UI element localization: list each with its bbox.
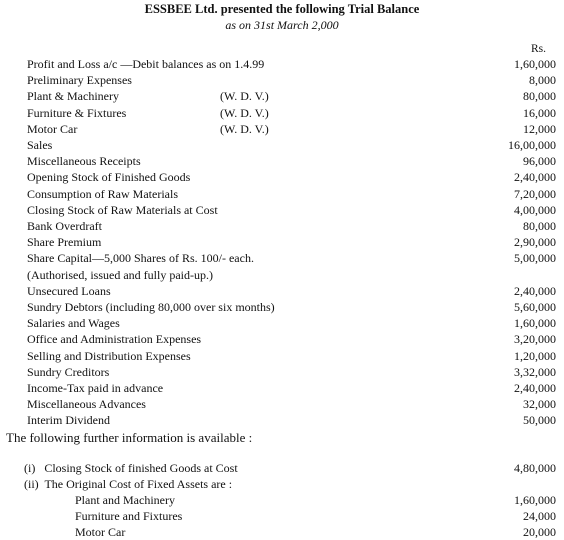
list-item [0,492,564,508]
info-sub-label: Furniture and Fixtures [75,509,183,523]
currency-label: Rs. [530,43,546,55]
table-row [0,137,564,153]
row-label: Preliminary Expenses [27,73,132,88]
row-amount: 1,60,000 [514,316,556,331]
row-amount: 80,000 [523,219,556,233]
further-info-intro: The following further information is available : [6,430,253,445]
row-label: Salaries and Wages [27,316,120,331]
row-label: Miscellaneous Advances [27,397,146,412]
info-amount: 24,000 [523,509,556,523]
table-row [0,153,564,169]
row-amount: 1,20,000 [514,348,556,363]
row-amount: 7,20,000 [514,186,556,201]
row-label: Furniture & Fixtures [27,105,127,120]
row-amount: 2,40,000 [514,381,556,395]
table-row [0,348,564,364]
table-row [0,250,564,266]
table-row [0,169,564,185]
row-amount: 8,000 [529,73,556,88]
list-item [0,476,564,492]
row-amount: 2,40,000 [514,170,556,185]
document-title: ESSBEE Ltd. presented the following Trial Balance [144,2,420,16]
row-label: Plant & Machinery [27,89,119,104]
row-label: (Authorised, issued and fully paid-up.) [27,267,213,282]
row-label: Sundry Debtors (including 80,000 over six months) [27,300,275,314]
table-row [0,186,564,202]
row-label: Interim Dividend [27,413,110,428]
list-item [0,508,564,524]
table-row [0,315,564,331]
table-row [0,234,564,250]
row-amount: 12,000 [523,121,556,136]
table-row [0,412,564,428]
row-amount: 3,20,000 [514,332,556,347]
row-amount: 16,00,000 [508,138,556,152]
table-row [0,396,564,412]
row-label: Share Premium [27,235,102,250]
info-sub-label: Plant and Machinery [75,493,175,507]
row-amount: 4,00,000 [514,202,556,217]
row-label: Miscellaneous Receipts [27,154,141,169]
info-amount: 4,80,000 [514,461,556,475]
row-amount: 16,000 [523,105,556,120]
table-row [0,364,564,380]
info-sub-label: Motor Car [75,525,126,539]
row-note: (W. D. V.) [220,105,269,120]
table-row [0,331,564,347]
row-amount: 3,32,000 [514,364,556,379]
row-label: Office and Administration Expenses [27,332,202,347]
row-label: Closing Stock of Raw Materials at Cost [27,202,218,217]
row-label: Sales [27,138,53,152]
table-row [0,267,564,283]
table-row [0,88,564,104]
document-subtitle: as on 31st March 2,000 [225,18,339,32]
row-label: Selling and Distribution Expenses [27,348,191,363]
row-note: (W. D. V.) [220,89,269,104]
table-row [0,105,564,121]
table-row [0,299,564,315]
table-row [0,218,564,234]
row-label: Unsecured Loans [27,283,111,298]
table-row [0,121,564,137]
row-amount: 2,90,000 [514,235,556,250]
info-amount: 20,000 [523,525,556,539]
row-label: Sundry Creditors [27,364,110,379]
row-label: Bank Overdraft [27,219,102,233]
row-amount: 96,000 [523,154,556,169]
list-item [0,460,564,476]
row-label: Share Capital—5,000 Shares of Rs. 100/- each. [27,251,254,266]
info-label: (i) Closing Stock of finished Goods at Cost [24,461,238,475]
table-row [0,380,564,396]
row-amount: 1,60,000 [514,57,556,71]
row-amount: 50,000 [523,413,556,428]
row-amount: 2,40,000 [514,283,556,298]
table-row [0,72,564,88]
table-row [0,283,564,299]
row-amount: 80,000 [523,89,556,104]
row-label: Income-Tax paid in advance [27,381,164,395]
row-label: Motor Car [27,121,78,136]
info-label: (ii) The Original Cost of Fixed Assets are : [24,477,233,491]
row-label: Consumption of Raw Materials [27,186,178,201]
table-row [0,56,564,72]
row-amount: 32,000 [523,397,556,412]
row-label: Profit and Loss a/c —Debit balances as on 1.4.99 [27,57,265,71]
row-amount: 5,60,000 [514,300,556,314]
info-amount: 1,60,000 [514,493,556,507]
row-label: Opening Stock of Finished Goods [27,170,191,185]
row-amount: 5,00,000 [514,251,556,266]
row-note: (W. D. V.) [220,121,269,136]
table-row [0,202,564,218]
